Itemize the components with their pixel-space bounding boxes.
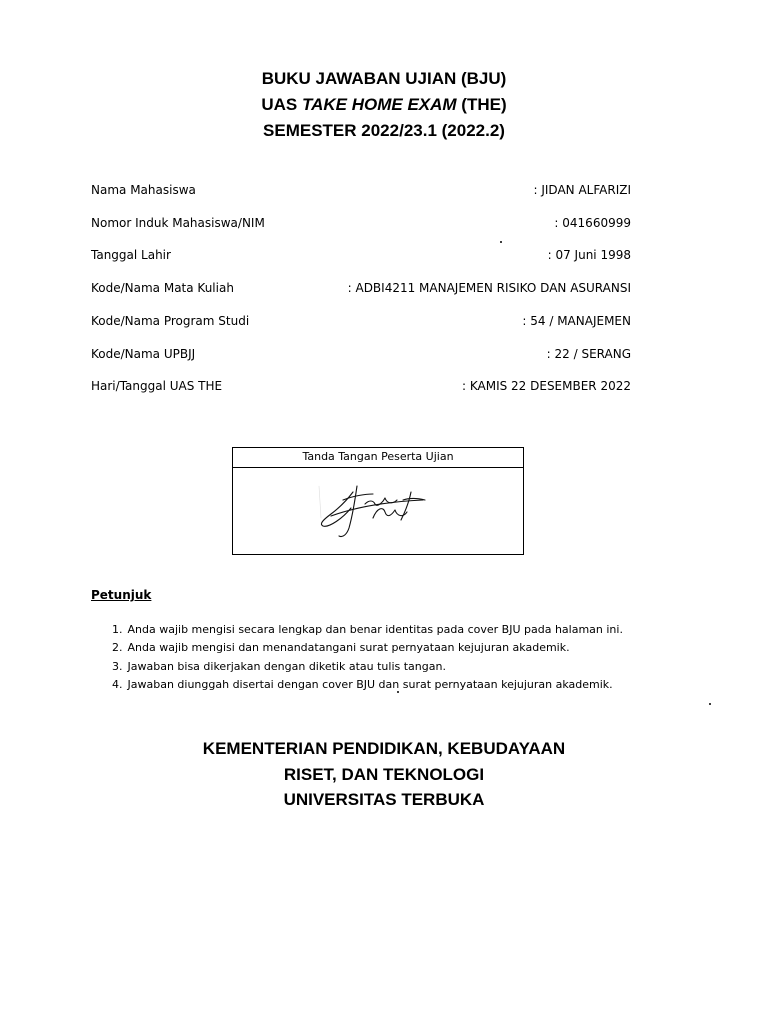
stray-dot xyxy=(709,703,711,705)
identity-row-nama xyxy=(91,183,631,199)
identity-value: : 54 / MANAJEMEN xyxy=(522,314,631,328)
title-line-1: BUKU JAWABAN UJIAN (BJU) xyxy=(261,69,507,88)
instruction-item xyxy=(112,639,623,657)
signature-box xyxy=(232,447,524,555)
instruction-item xyxy=(112,676,623,694)
identity-value: : 07 Juni 1998 xyxy=(547,248,631,262)
title-line-2-italic: TAKE HOME EXAM xyxy=(302,95,457,114)
identity-row-nim xyxy=(91,216,631,232)
footer-line-3: UNIVERSITAS TERBUKA xyxy=(283,790,485,809)
handwritten-signature xyxy=(313,478,443,544)
instruction-text: Jawaban diunggah disertai dengan cover BJU dan surat pernyataan kejujuran akademik. xyxy=(127,678,613,692)
title-line-2 xyxy=(0,92,768,118)
identity-row-mata-kuliah xyxy=(91,281,631,297)
identity-row-hari-tanggal xyxy=(91,379,631,395)
instruction-number: 4. xyxy=(112,678,123,692)
identity-label: Kode/Nama Mata Kuliah xyxy=(91,281,234,295)
instructions-list xyxy=(112,621,623,695)
identity-value: : 22 / SERANG xyxy=(546,347,631,361)
identity-value: : 041660999 xyxy=(554,216,631,230)
identity-row-upbjj xyxy=(91,347,631,363)
instruction-text: Anda wajib mengisi dan menandatangani surat pernyataan kejujuran akademik. xyxy=(127,641,570,655)
title-line-3: SEMESTER 2022/23.1 (2022.2) xyxy=(263,121,505,140)
identity-label: Nomor Induk Mahasiswa/NIM xyxy=(91,216,265,230)
signature-header: Tanda Tangan Peserta Ujian xyxy=(233,448,523,468)
identity-label: Tanggal Lahir xyxy=(91,248,171,262)
identity-label: Kode/Nama Program Studi xyxy=(91,314,250,328)
instruction-item xyxy=(112,621,623,639)
stray-dot xyxy=(500,241,502,243)
footer-line-1: KEMENTERIAN PENDIDIKAN, KEBUDAYAAN xyxy=(202,739,566,758)
identity-value: : ADBI4211 MANAJEMEN RISIKO DAN ASURANSI xyxy=(347,281,631,295)
instruction-item xyxy=(112,658,623,676)
identity-label: Kode/Nama UPBJJ xyxy=(91,347,196,361)
identity-row-tanggal-lahir xyxy=(91,248,631,264)
identity-row-program-studi xyxy=(91,314,631,330)
title-line-2-suffix: (THE) xyxy=(456,95,507,114)
footer-line-2: RISET, DAN TEKNOLOGI xyxy=(283,764,485,784)
identity-label: Hari/Tanggal UAS THE xyxy=(91,379,223,393)
instruction-text: Jawaban bisa dikerjakan dengan diketik atau tulis tangan. xyxy=(127,659,446,673)
instruction-number: 3. xyxy=(112,659,123,673)
instruction-text: Anda wajib mengisi secara lengkap dan benar identitas pada cover BJU pada halaman ini. xyxy=(127,623,623,636)
institution-footer xyxy=(0,736,768,813)
document-title xyxy=(0,66,768,144)
instructions-title: Petunjuk xyxy=(91,588,152,602)
title-line-2-prefix: UAS xyxy=(261,95,302,114)
stray-dot xyxy=(397,691,399,693)
identity-value: : KAMIS 22 DESEMBER 2022 xyxy=(461,379,631,393)
instruction-number: 2. xyxy=(112,641,123,655)
identity-label: Nama Mahasiswa xyxy=(91,183,196,197)
identity-value: : JIDAN ALFARIZI xyxy=(533,183,631,197)
instruction-number: 1. xyxy=(112,623,123,636)
